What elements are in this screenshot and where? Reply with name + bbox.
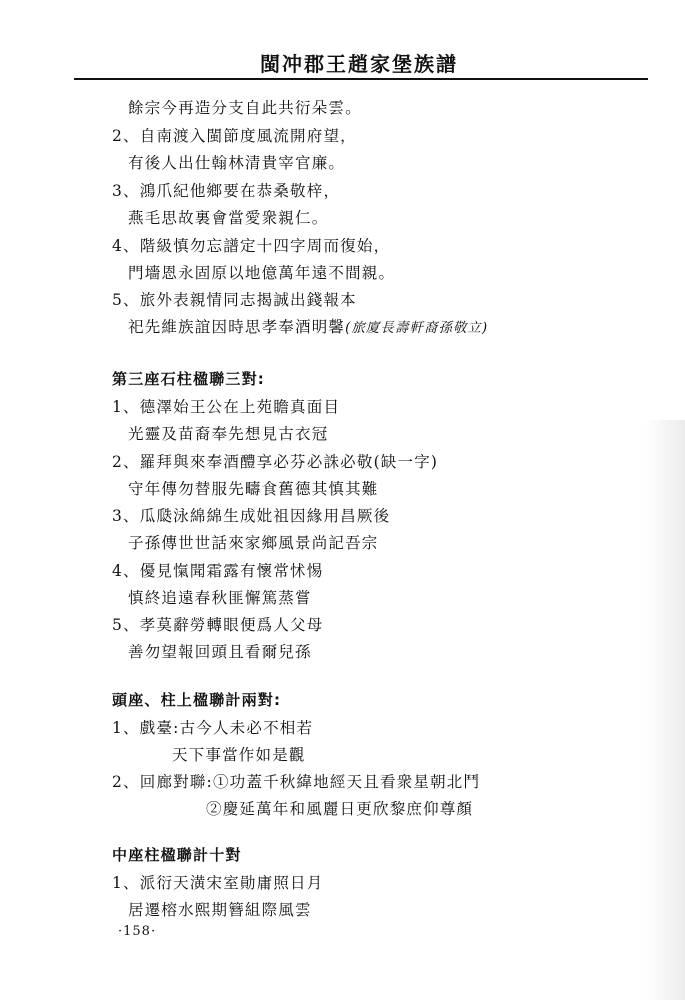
text-line: 3、鴻爪紀他鄉要在恭桑敬梓，: [112, 182, 341, 200]
text-line: 5、旅外表親情同志揭誠出錢報本: [112, 291, 357, 309]
text-line: 門墻恩永固原以地億萬年遠不間親。: [128, 264, 396, 282]
text-line: 燕毛思故裏會當愛衆親仁。: [128, 209, 329, 227]
text-line: 3、瓜瓞泳綿綿生成妣祖因緣用昌厥後: [112, 507, 391, 525]
donor-note: (旅廈長壽軒裔孫敬立): [345, 320, 489, 336]
text-line: 4、優見愾聞霜露有懷常怵惕: [112, 562, 324, 580]
text-line: 2、自南渡入閩節度風流開府望，: [112, 127, 357, 145]
scan-edge-shade: [645, 420, 685, 1000]
text-line: 2、回廊對聯:①功蓋千秋緯地經天且看衆星朝北鬥: [112, 773, 481, 791]
text-line: 居遷榕水熙期簪組際風雲: [128, 901, 312, 919]
text-line: 有後人出仕翰林清貴宰官廉。: [128, 154, 346, 172]
text-line: 子孫傳世世話來家鄉風景尚記吾宗: [128, 534, 379, 552]
page-header: [74, 44, 648, 80]
section-heading: 頭座、柱上楹聯計兩對:: [112, 691, 282, 709]
text-line: 5、孝莫辭勞轉眼便爲人父母: [112, 616, 324, 634]
text-line: 天下事當作如是觀: [172, 746, 306, 764]
text-line: 1、德澤始王公在上苑瞻真面目: [112, 398, 341, 416]
text-line: 光靈及苗裔奉先想見古衣冠: [128, 425, 329, 443]
text-line: 守年傳勿替服先疇食舊德其慎其難: [128, 480, 379, 498]
text-line: 4、階級慎勿忘譜定十四字周而復始，: [112, 237, 391, 255]
text-line-main: 祀先維族誼因時思孝奉酒明馨: [128, 318, 346, 336]
section-heading: 第三座石柱楹聯三對:: [112, 370, 265, 388]
section-heading: 中座柱楹聯計十對: [112, 846, 242, 864]
text-line: 餘宗今再造分支自此共衍朵雲。: [128, 99, 362, 117]
text-line: [128, 315, 488, 337]
text-line: 1、戲臺:古今人未必不相若: [112, 719, 314, 737]
text-line: 慎終追遠春秋匪懈篤蒸嘗: [128, 589, 312, 607]
text-line: 善勿望報回頭且看爾兒孫: [128, 643, 312, 661]
page-number: ·158·: [118, 924, 157, 939]
header-rule: [74, 78, 648, 80]
text-line: 2、羅拜與來奉酒醴享必芬必誅必敬(缺一字): [112, 453, 439, 471]
text-line: ②慶延萬年和風麗日更欣黎庶仰尊顏: [206, 800, 474, 818]
text-line: 1、派衍天潢宋室勛庸照日月: [112, 874, 324, 892]
page-title: 閩冲郡王趙家堡族譜: [260, 52, 458, 76]
